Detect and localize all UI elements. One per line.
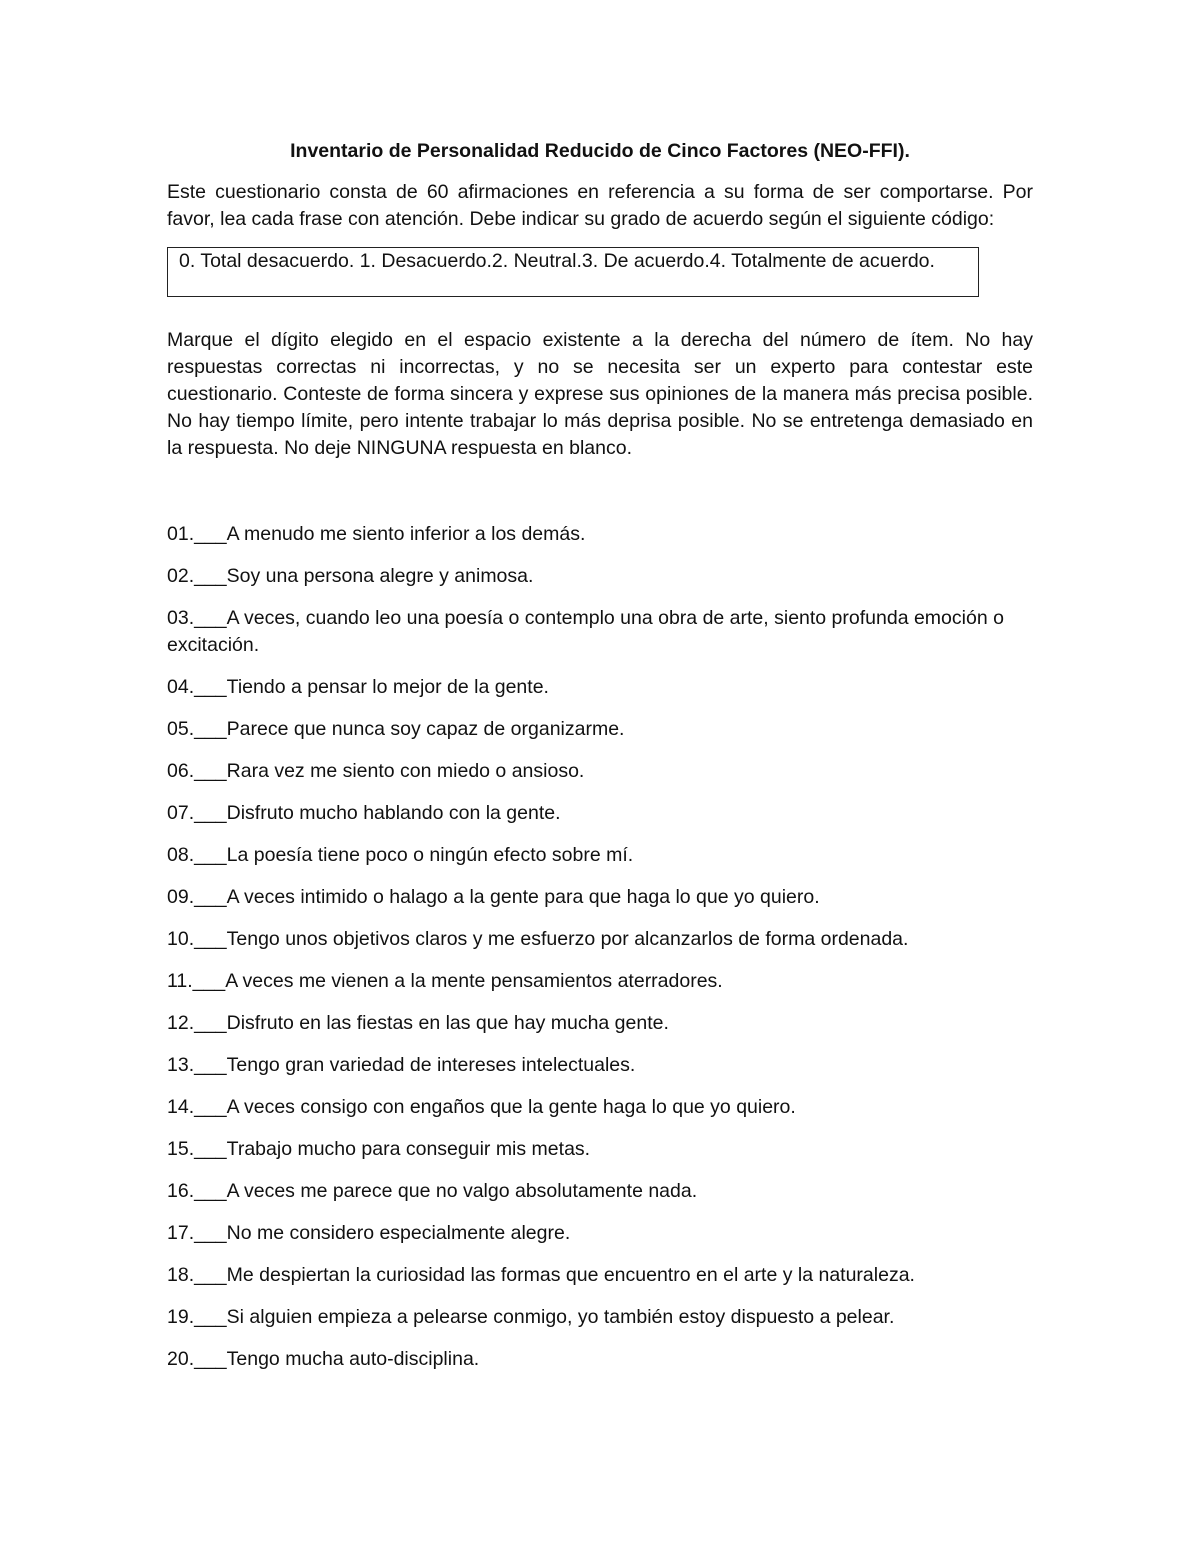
question-item-06: 06.___Rara vez me siento con miedo o ansioso. [167,760,585,782]
question-item-11: 11.___A veces me vienen a la mente pensamientos aterradores. [167,970,723,992]
question-item-09: 09.___A veces intimido o halago a la gente para que haga lo que yo quiero. [167,886,820,908]
instructions-paragraph: Marque el dígito elegido en el espacio existente a la derecha del número de ítem. No hay respuestas correctas ni incorrectas, y no se necesita ser un experto para contestar este cuestionario. Conteste de forma sincera y exprese sus opiniones de la manera más precisa posible. No hay tiempo límite, pero intente trabajar lo más deprisa posible. No se entretenga demasiado en la respuesta. No deje NINGUNA respuesta en blanco. [167,329,1033,459]
question-item-10: 10.___Tengo unos objetivos claros y me esfuerzo por alcanzarlos de forma ordenada. [167,928,909,950]
document-page [167,138,1033,1393]
question-list [167,521,1033,1373]
question-item-05: 05.___Parece que nunca soy capaz de organizarme. [167,718,625,740]
question-item-02: 02.___Soy una persona alegre y animosa. [167,565,534,587]
response-code-legend: 0. Total desacuerdo. 1. Desacuerdo.2. Neutral.3. De acuerdo.4. Totalmente de acuerdo. [167,247,979,297]
question-item-15: 15.___Trabajo mucho para conseguir mis metas. [167,1138,591,1160]
question-item-08: 08.___La poesía tiene poco o ningún efecto sobre mí. [167,844,634,866]
question-item-07: 07.___Disfruto mucho hablando con la gente. [167,802,561,824]
question-item-17: 17.___No me considero especialmente alegre. [167,1222,571,1244]
question-item-13: 13.___Tengo gran variedad de intereses intelectuales. [167,1054,636,1076]
question-item-04: 04.___Tiendo a pensar lo mejor de la gente. [167,676,549,698]
question-item-12: 12.___Disfruto en las fiestas en las que hay mucha gente. [167,1012,669,1034]
question-item-16: 16.___A veces me parece que no valgo absolutamente nada. [167,1180,698,1202]
question-item-01: 01.___A menudo me siento inferior a los demás. [167,523,586,545]
intro-paragraph: Este cuestionario consta de 60 afirmaciones en referencia a su forma de ser comportarse. Por favor, lea cada frase con atención. Debe indicar su grado de acuerdo según el siguiente código: [167,181,1033,230]
question-item-14: 14.___A veces consigo con engaños que la gente haga lo que yo quiero. [167,1096,796,1118]
question-item-03: 03.___A veces, cuando leo una poesía o contemplo una obra de arte, siento profunda emoción o excitación. [167,607,1004,656]
question-item-19: 19.___Si alguien empieza a pelearse conmigo, yo también estoy dispuesto a pelear. [167,1306,895,1328]
question-item-20: 20.___Tengo mucha auto-disciplina. [167,1348,480,1370]
question-item-18: 18.___Me despiertan la curiosidad las formas que encuentro en el arte y la naturaleza. [167,1264,915,1286]
document-title: Inventario de Personalidad Reducido de Cinco Factores (NEO-FFI). [290,140,910,162]
